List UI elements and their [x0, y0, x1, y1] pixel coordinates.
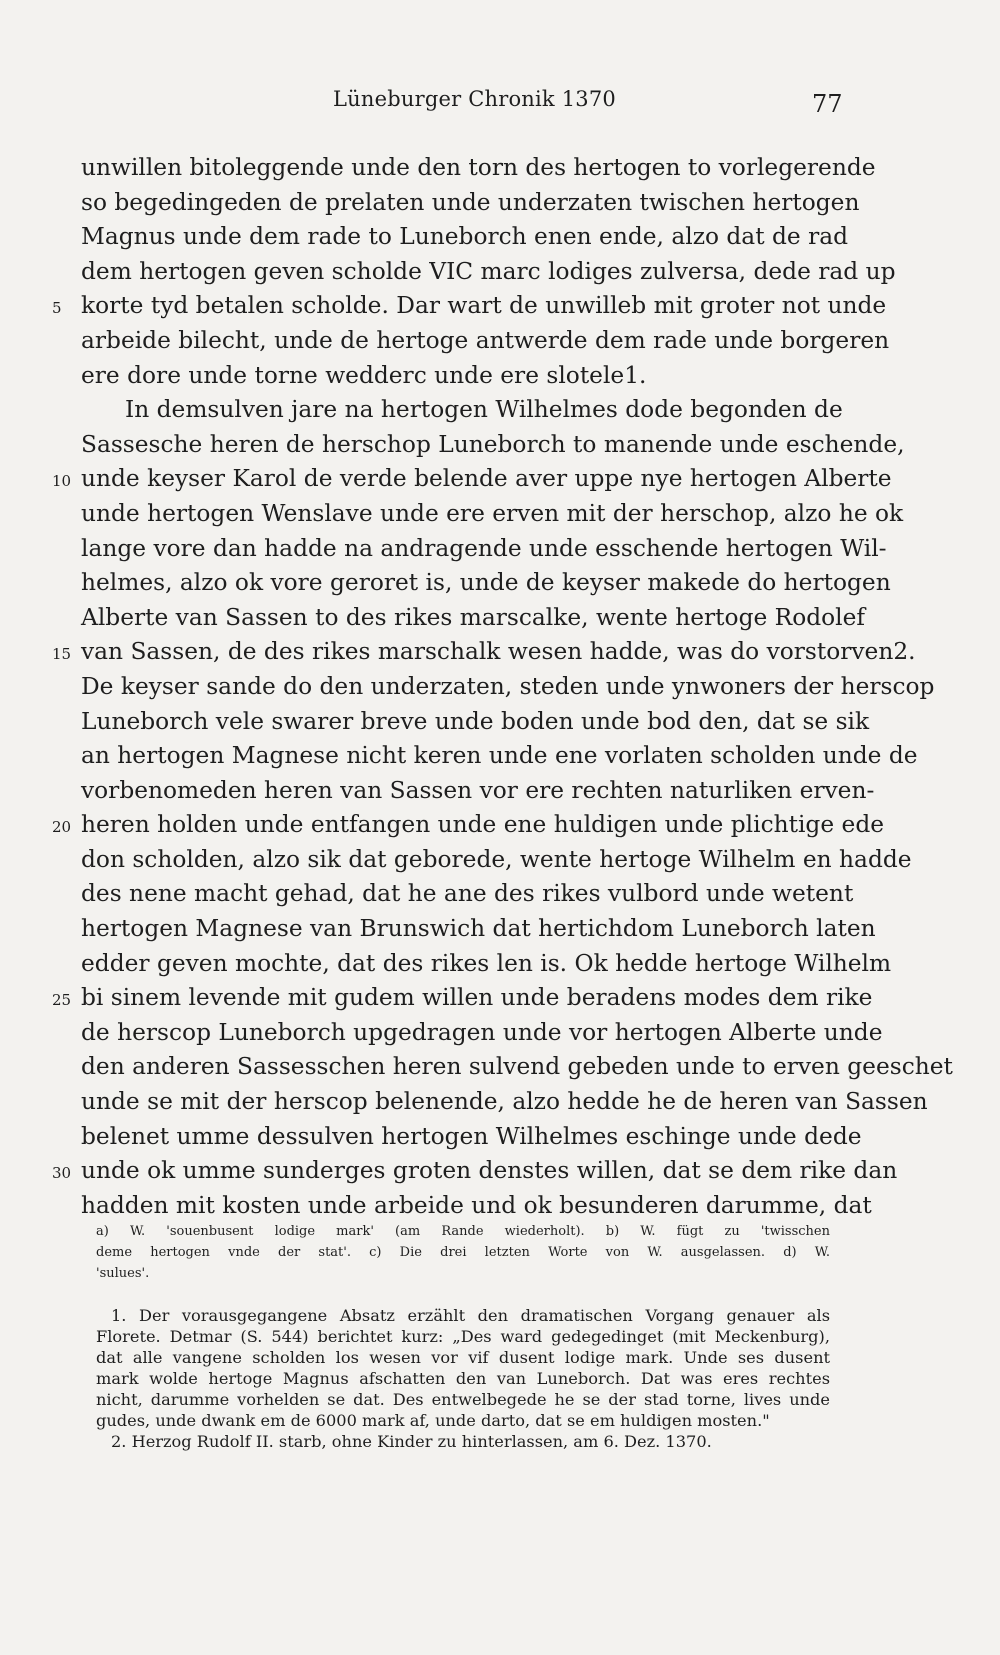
text-line: [0, 153, 1000, 188]
line-text: bi sinem levende mit gudem willen unde beradens modes dem rike: [81, 984, 873, 1012]
footnote-line: nicht, darumme vorhelden se dat. Des entwelbegede he se der stad torne, lives unde: [96, 1390, 830, 1409]
line-text: de herscop Luneborch upgedragen unde vor hertogen Alberte unde: [81, 1018, 883, 1046]
text-line: [0, 1052, 1000, 1087]
text-line: [0, 499, 1000, 534]
running-header: Lüneburger Chronik 1370: [333, 87, 616, 111]
line-number: 10: [52, 472, 72, 491]
main-text: [0, 153, 1000, 1225]
text-line: [0, 1191, 1000, 1226]
line-number: 30: [52, 1164, 72, 1183]
text-line: [0, 983, 1000, 1018]
line-text: belenet umme dessulven hertogen Wilhelmes eschinge unde dede: [81, 1122, 862, 1150]
page-number: 77: [812, 90, 843, 118]
text-line: [0, 914, 1000, 949]
text-line: [0, 1018, 1000, 1053]
line-text: helmes, alzo ok vore geroret is, unde de keyser makede do hertogen: [81, 569, 891, 597]
line-number: 25: [52, 991, 72, 1010]
text-line: [0, 1156, 1000, 1191]
line-text: korte tyd betalen scholde. Dar wart de unwilleb mit groter not unde: [81, 292, 887, 320]
line-number: 15: [52, 645, 72, 664]
footnote-line: dat alle vangene scholden los wesen vor vif dusent lodige mark. Unde ses dusent: [96, 1348, 830, 1367]
line-text: unde keyser Karol de verde belende aver uppe nye hertogen Alberte: [81, 465, 892, 493]
variant-note-line: a) W. 'souenbusent lodige mark' (am Rande wiederholt). b) W. fügt zu 'twisschen: [96, 1224, 830, 1239]
line-text: In demsulven jare na hertogen Wilhelmes dode begonden de: [125, 396, 843, 424]
variant-note-line: 'sulues'.: [96, 1266, 150, 1281]
text-line: [0, 845, 1000, 880]
footnote-line: gudes, unde dwank em de 6000 mark af, unde darto, dat se em huldigen mosten.": [96, 1411, 770, 1430]
text-line: [0, 361, 1000, 396]
variant-notes: [96, 1223, 830, 1286]
line-text: unwillen bitoleggende unde den torn des hertogen to vorlegerende: [81, 154, 876, 181]
line-text: ere dore unde torne wedderc unde ere slotele1.: [81, 361, 647, 389]
text-line: [0, 534, 1000, 569]
line-text: Luneborch vele swarer breve unde boden unde bod den, dat se sik: [81, 707, 870, 735]
text-line: [0, 464, 1000, 499]
text-line: [0, 741, 1000, 776]
line-text: vorbenomeden heren van Sassen vor ere rechten naturliken erven-: [81, 776, 875, 804]
line-text: edder geven mochte, dat des rikes len is. Ok hedde hertoge Wilhelm: [81, 949, 892, 977]
text-line: [0, 603, 1000, 638]
text-line: [0, 395, 1000, 430]
text-line: [0, 568, 1000, 603]
text-line: [0, 707, 1000, 742]
text-line: [0, 1087, 1000, 1122]
line-text: unde se mit der herscop belenende, alzo hedde he de heren van Sassen: [81, 1088, 928, 1116]
text-line: [0, 291, 1000, 326]
text-line: [0, 326, 1000, 361]
line-number: 5: [52, 299, 62, 318]
text-line: [0, 776, 1000, 811]
line-text: van Sassen, de des rikes marschalk wesen hadde, was do vorstorven2.: [81, 638, 916, 666]
text-line: [0, 1122, 1000, 1157]
line-text: Magnus unde dem rade to Luneborch enen ende, alzo dat de rad: [81, 223, 849, 251]
text-line: [0, 257, 1000, 292]
line-text: don scholden, alzo sik dat geborede, wente hertoge Wilhelm en hadde: [81, 845, 912, 873]
text-line: [0, 188, 1000, 223]
line-text: des nene macht gehad, dat he ane des rikes vulbord unde wetent: [81, 880, 854, 908]
footnote-line: 1. Der vorausgegangene Absatz erzählt den dramatischen Vorgang genauer als: [111, 1306, 830, 1325]
footnote-line: mark wolde hertoge Magnus afschatten den van Luneborch. Dat was eres rechtes: [96, 1369, 830, 1388]
variant-note-line: deme hertogen vnde der stat'. c) Die drei letzten Worte von W. ausgelassen. d) W.: [96, 1245, 830, 1260]
line-text: hertogen Magnese van Brunswich dat hertichdom Luneborch laten: [81, 915, 876, 943]
line-text: an hertogen Magnese nicht keren unde ene vorlaten scholden unde de: [81, 742, 918, 770]
line-text: so begedingeden de prelaten unde underzaten twischen hertogen: [81, 188, 860, 216]
line-text: hadden mit kosten unde arbeide und ok besunderen darumme, dat: [81, 1191, 872, 1219]
line-text: heren holden unde entfangen unde ene huldigen unde plichtige ede: [81, 811, 885, 839]
line-text: Sassesche heren de herschop Luneborch to manende unde eschende,: [81, 430, 905, 458]
text-line: [0, 637, 1000, 672]
text-line: [0, 949, 1000, 984]
line-text: unde ok umme sunderges groten denstes willen, dat se dem rike dan: [81, 1157, 898, 1185]
text-line: [0, 222, 1000, 257]
text-line: [0, 430, 1000, 465]
line-text: den anderen Sassesschen heren sulvend gebeden unde to erven geeschet: [81, 1053, 953, 1081]
footnotes: [96, 1306, 830, 1453]
line-text: lange vore dan hadde na andragende unde esschende hertogen Wil-: [81, 534, 887, 562]
line-number: 20: [52, 818, 72, 837]
line-text: Alberte van Sassen to des rikes marscalke, wente hertoge Rodolef: [81, 603, 866, 631]
line-text: dem hertogen geven scholde VIC marc lodiges zulversa, dede rad up: [81, 257, 896, 285]
text-line: [0, 672, 1000, 707]
text-line: [0, 879, 1000, 914]
line-text: arbeide bilecht, unde de hertoge antwerde dem rade unde borgeren: [81, 326, 890, 354]
footnote-line: Florete. Detmar (S. 544) berichtet kurz: „Des ward gedegedinget (mit Meckenburg),: [96, 1327, 830, 1346]
line-text: unde hertogen Wenslave unde ere erven mit der herschop, alzo he ok: [81, 499, 904, 527]
line-text: De keyser sande do den underzaten, steden unde ynwoners der herscop: [81, 672, 935, 700]
footnote-line: 2. Herzog Rudolf II. starb, ohne Kinder zu hinterlassen, am 6. Dez. 1370.: [111, 1432, 712, 1451]
text-line: [0, 810, 1000, 845]
